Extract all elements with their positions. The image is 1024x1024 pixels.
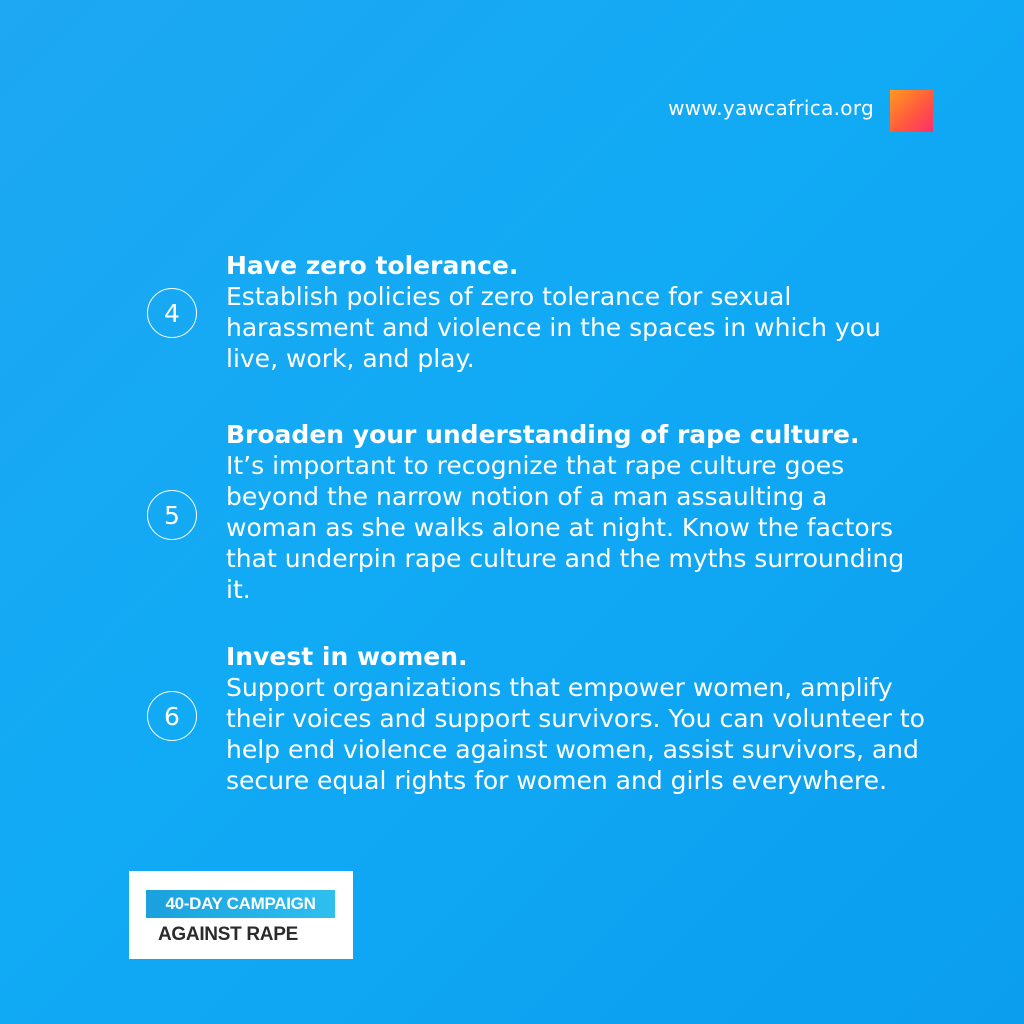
tip-number-6: 6 — [147, 691, 197, 741]
tip-number-5: 5 — [147, 490, 197, 540]
tip-title: Broaden your understanding of rape culture. — [226, 420, 860, 449]
campaign-title: 40-DAY CAMPAIGN — [146, 890, 335, 918]
tip-number-4: 4 — [147, 288, 197, 338]
tip-body: It’s important to recognize that rape culture goes beyond the narrow notion of a man assaulting a woman as she walks alone at night. Know the factors that underpin rape culture and the myths surrounding it. — [226, 451, 905, 604]
tip-title: Invest in women. — [226, 642, 468, 671]
tip-6 — [226, 641, 956, 796]
campaign-subtitle: AGAINST RAPE — [158, 924, 298, 945]
brand-square-icon — [890, 90, 933, 132]
tip-title: Have zero tolerance. — [226, 251, 519, 280]
tip-4 — [226, 250, 956, 374]
tip-5 — [226, 419, 956, 605]
tip-body: Establish policies of zero tolerance for sexual harassment and violence in the spaces in which you live, work, and play. — [226, 282, 881, 373]
tip-body: Support organizations that empower women, amplify their voices and support survivors. You can volunteer to help end violence against women, assist survivors, and secure equal rights for women and girls everywhere. — [226, 673, 925, 795]
website-url[interactable]: www.yawcafrica.org — [668, 96, 874, 120]
